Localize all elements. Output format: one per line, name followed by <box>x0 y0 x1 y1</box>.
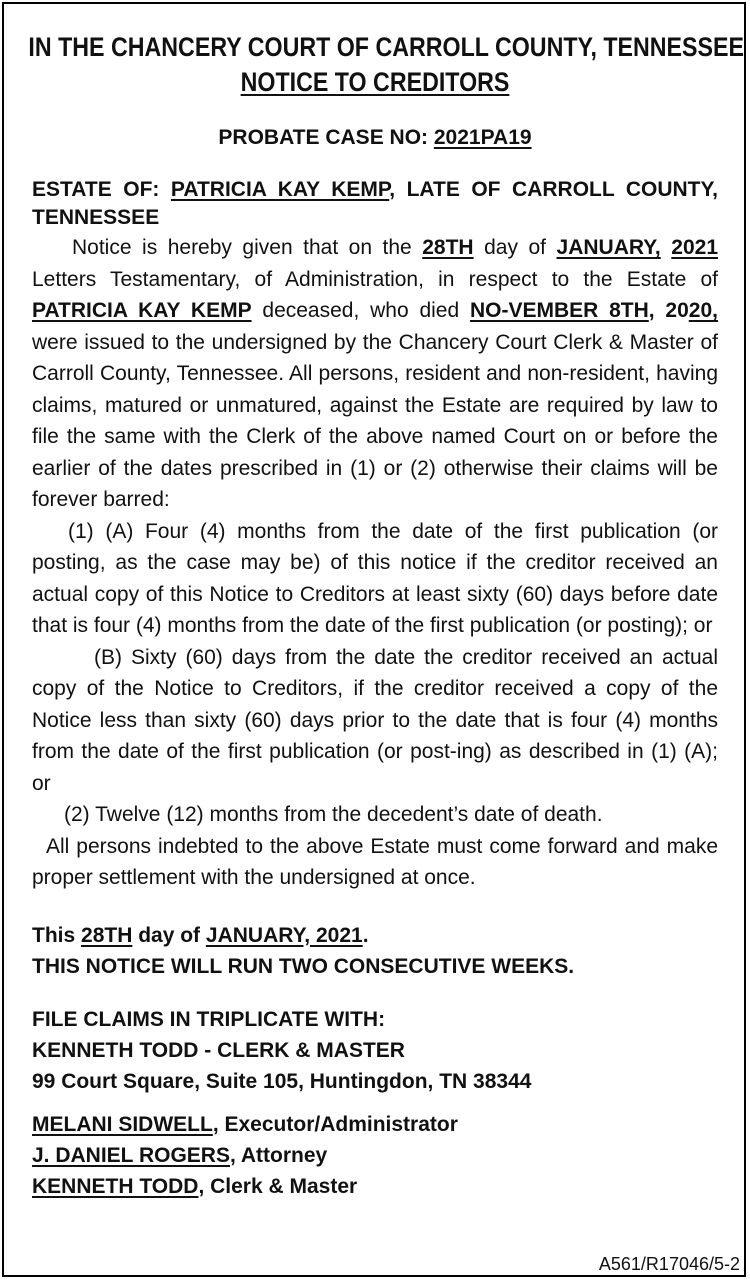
text-run: Notice is hereby given that on the <box>72 236 423 259</box>
signatory-name: KENNETH TODD <box>32 1174 199 1198</box>
text-run: . <box>362 923 369 947</box>
signatory-executor <box>32 1109 718 1140</box>
signatories-block <box>32 1109 718 1202</box>
paragraph-indebted: All persons indebted to the above Estate must come forward and make proper settlement with the undersigned at once. <box>32 834 718 889</box>
text-run <box>661 236 672 259</box>
file-claims-heading: FILE CLAIMS IN TRIPLICATE WITH: <box>32 1007 386 1031</box>
estate-suffix: , LATE OF CARROLL COUNTY, TENNESSEE <box>32 178 718 229</box>
text-run: were issued to the undersigned by the Chancery Court Clerk & Master of Carroll County, Tennessee. All persons, resident and non-resident, having claims, matured or unmatured, against the Estate are required by law to file the same with the Clerk of the above named Court on or before the earlier of the dates prescribed in (1) or (2) otherwise their claims will be forever barred: <box>32 330 718 511</box>
signatory-name: J. DANIEL ROGERS <box>32 1143 230 1167</box>
case-label: PROBATE CASE NO: <box>218 126 434 149</box>
paragraph-option-1a: (1) (A) Four (4) months from the date of the first publication (or posting, as the case may be) of this notice if the creditor received an actual copy of this Notice to Creditors at least sixty (60) days before date that is four (4) months from the date of the first publication (or posting); or <box>32 519 718 637</box>
dated-block <box>32 920 718 982</box>
dated-line <box>32 920 718 951</box>
clerk-address: 99 Court Square, Suite 105, Huntingdon, TN 38344 <box>32 1069 532 1093</box>
text-run: day of <box>132 923 206 947</box>
case-number-line <box>32 124 718 152</box>
text-run: deceased, who died <box>251 299 470 322</box>
estate-name: PATRICIA KAY KEMP <box>170 178 390 201</box>
ad-reference-code: A561/R17046/5-2 <box>598 1254 740 1274</box>
estate-prefix: ESTATE OF: <box>32 178 171 201</box>
notice-body <box>32 232 718 894</box>
issue-year: 2021 <box>671 236 718 259</box>
text-run: This <box>32 923 82 947</box>
signatory-role: , Clerk & Master <box>198 1174 358 1198</box>
paragraph-option-2: (2) Twelve (12) months from the decedent’s date of death. <box>64 803 603 826</box>
signatory-role: , Attorney <box>229 1143 328 1167</box>
decedent-name: PATRICIA KAY KEMP <box>32 299 252 322</box>
paragraph-notice <box>32 232 718 516</box>
issue-month: JANUARY, <box>556 236 661 259</box>
death-date: NO-VEMBER 8TH <box>469 299 649 322</box>
text-run: day of <box>473 236 557 259</box>
death-date-comma: , 20 <box>648 299 689 322</box>
court-name: IN THE CHANCERY COURT OF CARROLL COUNTY, TENNESSEE <box>28 32 744 62</box>
issue-day: 28TH <box>422 236 474 259</box>
notice-title: NOTICE TO CREDITORS <box>240 67 510 97</box>
signatory-clerk <box>32 1171 718 1202</box>
paragraph-option-1b: (B) Sixty (60) days from the date the creditor received an actual copy of the Notice to Creditors, if the creditor received a copy of the Notice less than sixty (60) days prior to the date that is four (4) months from the date of the first publication (or post-ing) as described in (1) (A); or <box>32 645 718 795</box>
run-notice: THIS NOTICE WILL RUN TWO CONSECUTIVE WEEKS. <box>32 954 575 978</box>
court-title <box>28 30 744 100</box>
signatory-attorney <box>32 1140 718 1171</box>
file-claims-block <box>32 1004 718 1097</box>
clerk-name-line: KENNETH TODD - CLERK & MASTER <box>32 1038 405 1062</box>
death-year: 20, <box>688 299 718 322</box>
dated-month-year: JANUARY, 2021 <box>205 923 363 947</box>
signatory-name: MELANI SIDWELL <box>32 1112 213 1136</box>
case-number: 2021PA19 <box>433 126 532 149</box>
signatory-role: , Executor/Administrator <box>212 1112 458 1136</box>
text-run: Letters Testamentary, of Administration, in respect to the Estate of <box>32 267 718 291</box>
legal-notice <box>28 30 744 1202</box>
estate-heading <box>32 176 718 232</box>
dated-day: 28TH <box>81 923 133 947</box>
